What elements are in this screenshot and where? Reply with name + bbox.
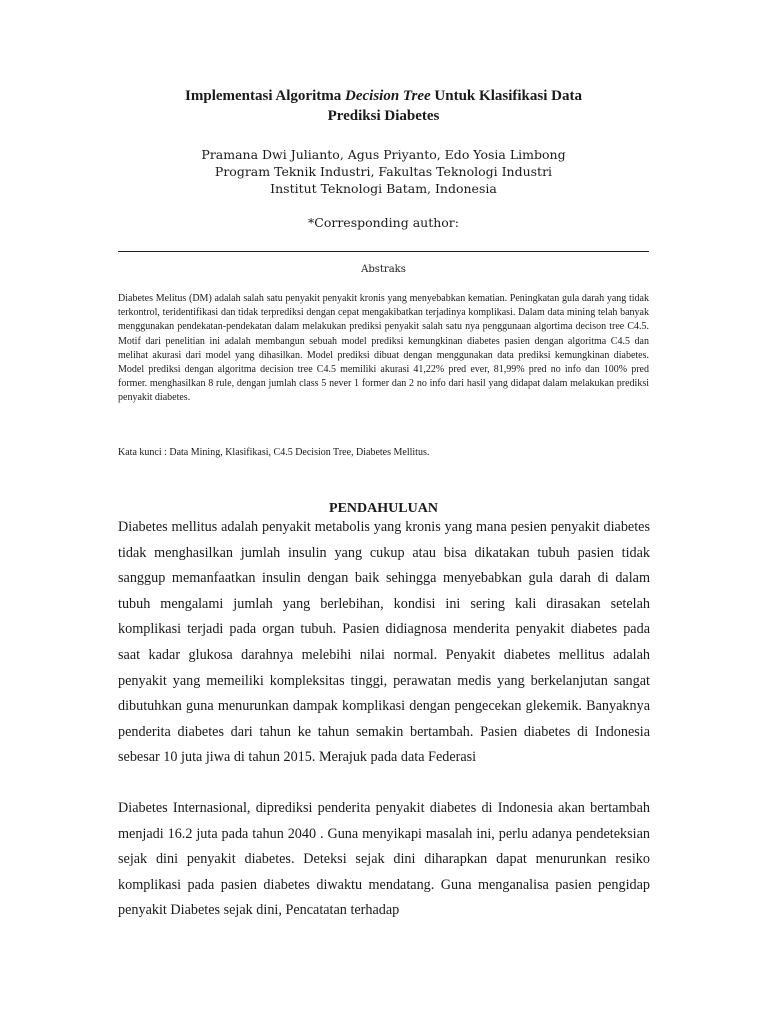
section-heading-pendahuluan: PENDAHULUAN <box>329 501 438 516</box>
keywords: Kata kunci : Data Mining, Klasifikasi, C4.5 Decision Tree, Diabetes Mellitus. <box>118 447 430 458</box>
author-names: Pramana Dwi Julianto, Agus Priyanto, Edo Yosia Limbong <box>201 147 566 162</box>
abstract-heading: Abstraks <box>361 264 406 275</box>
body-paragraph-1: Diabetes mellitus adalah penyakit metabolis yang kronis yang mana pesien penyakit diabetes tidak menghasilkan jumlah insulin yang cukup atau bisa dikatakan tubuh pasien tidak sanggup memanfaatkan insulin dengan baik sehingga menyebabkan gula darah di dalam tubuh mengalami jumlah yang berlebihan, kondisi ini sering kali dirasakan setelah komplikasi terjadi pada organ tubuh. Pasien didiagnosa menderita penyakit diabetes pada saat kadar glukosa darahnya melebihi nilai normal. Penyakit diabetes mellitus adalah penyakit yang memeiliki kompleksitas tinggi, perawatan medis yang berkelanjutan sangat dibutuhkan guna menurunkan dampak komplikasi dengan pengecekan glekemik. Banyaknya penderita diabetes dari tahun ke tahun semakin bertambah. Pasien diabetes di Indonesia sebesar 10 juta jiwa di tahun 2015. Merajuk pada data Federasi <box>118 519 650 766</box>
author-block <box>118 146 649 197</box>
body-paragraph-2: Diabetes Internasional, diprediksi penderita penyakit diabetes di Indonesia akan bertambah menjadi 16.2 juta pada tahun 2040 . Guna menyikapi masalah ini, perlu adanya pendeteksian sejak dini penyakit diabetes. Deteksi sejak dini diharapkan dapat menurunkan resiko komplikasi pada pasien diabetes diwaktu mendatang. Guna menganalisa pasien pengidap penyakit Diabetes sejak dini, Pencatatan terhadap <box>118 800 650 919</box>
corresponding-author: *Corresponding author: <box>308 215 459 230</box>
horizontal-divider <box>118 251 649 252</box>
affiliation-program: Program Teknik Industri, Fakultas Teknologi Industri <box>214 164 553 179</box>
affiliation-institute: Institut Teknologi Batam, Indonesia <box>270 181 497 196</box>
title-text-part1: Implementasi Algoritma <box>185 88 345 104</box>
title-text-line2: Prediksi Diabetes <box>327 108 440 124</box>
abstract-text: Diabetes Melitus (DM) adalah salah satu penyakit penyakit kronis yang menyebabkan kematian. Peningkatan gula darah yang tidak terkontrol, teridentifikasi dan tidak terprediksi dengan cepat mengakibatkan terjadinya komplikasi. Dalam data mining telah banyak menggunakan pendekatan-pendekatan dalam melakukan prediksi penyakit salah satu nya penggunaan algortima decison tree C4.5. Motif dari penelitian ini adalah membangun sebuah model prediksi kemungkinan diabetes pasien dengan algoritma C4.5 dan melihat akurasi dari model yang dihasilkan. Model prediksi dibuat dengan menggunakan data prediksi kemungkinan diabetes. Model prediksi dengan algoritma decision tree C4.5 memiliki akurasi 41,22% pred ever, 81,99% pred no info dan 100% pred former. menghasilkan 8 rule, dengan jumlah class 5 never 1 former dan 2 no info dari hasil yang didapat dalam melakukan prediksi penyakit diabetes. <box>118 293 649 404</box>
paper-title <box>118 86 649 126</box>
title-text-italic: Decision Tree <box>345 88 431 104</box>
title-text-part2: Untuk Klasifikasi Data <box>430 88 582 104</box>
